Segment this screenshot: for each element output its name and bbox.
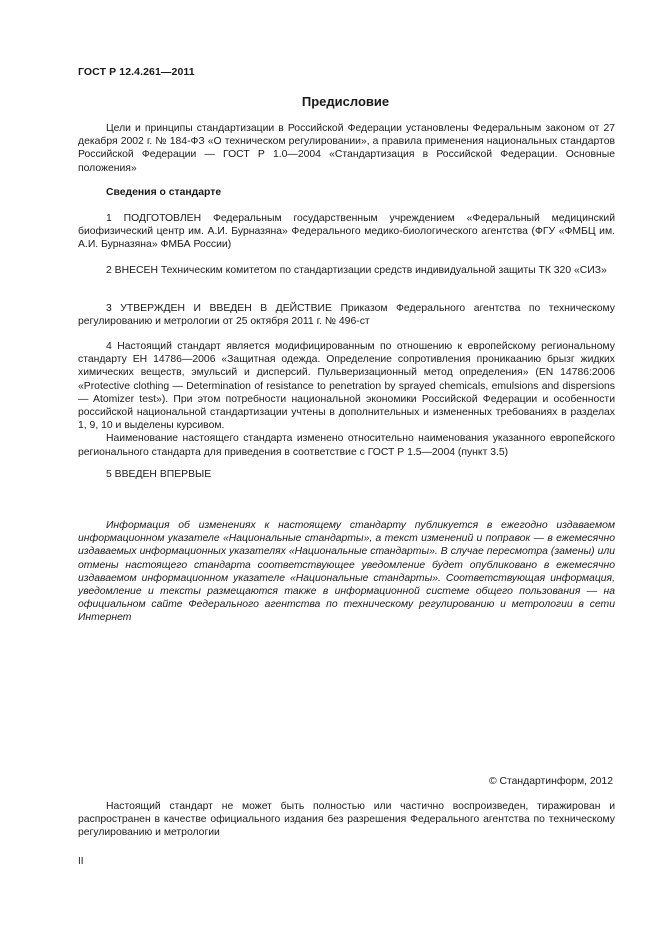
standard-item-1-text: 1 ПОДГОТОВЛЕН Федеральным государственным учреждением «Федеральный медицинский биофизический центр им. А.И. Бурназяна» Федерального медико-биологического агентства (ФГУ «ФМБЦ им. А.И. Бурназяна» ФМБА России) bbox=[78, 213, 615, 251]
changes-notice bbox=[78, 519, 615, 625]
preface-title: Предисловие bbox=[301, 94, 390, 109]
standard-item-5-text: 5 ВВЕДЕН ВПЕРВЫЕ bbox=[106, 469, 212, 480]
reproduction-notice bbox=[78, 800, 615, 840]
standard-item-3 bbox=[78, 302, 615, 328]
document-code: ГОСТ Р 12.4.261—2011 bbox=[78, 66, 195, 78]
standard-item-2-text: 2 ВНЕСЕН Техническим комитетом по стандартизации средств индивидуальной защиты ТК 320 «СИЗ» bbox=[106, 265, 607, 276]
standard-info-heading-text: Сведения о стандарте bbox=[106, 187, 222, 198]
preface-intro bbox=[78, 122, 615, 175]
standard-item-4 bbox=[78, 340, 615, 459]
changes-notice-text: Информация об изменениях к настоящему стандарту публикуется в ежегодно издаваемом информационном указателе «Национальные стандарты», а текст изменений и поправок — в ежемесячно издаваемых информационных указателях «Национальные стандарты». В случае пересмотра (замены) или отмены настоящего стандарта соответствующее уведомление будет опубликовано в ежемесячно издаваемом информационном указателе «Национальные стандарты». Соответствующая информация, уведомление и тексты размещаются также в информационной системе общего пользования — на официальном сайте Федерального агентства по техническому регулированию и метрологии в сети Интернет bbox=[78, 520, 615, 624]
standard-item-4-text: 4 Настоящий стандарт является модифицированным по отношению к европейскому региональному стандарту ЕН 14786—2006 «Защитная одежда. Определение сопротивления проникаанию брызг жидких химических веществ, эмульсий и дисперсий. Пульверизационный метод определения» (EN 14786:2006 «Protective clothing — Determination of resistance to penetration by sprayed chemicals, emulsions and dispersions — Atomizer test»). При этом потребности национальной экономики Российской Федерации и особенности российской национальной стандартизации учтены в дополнительных и измененных требованиях в разделах 1, 9, 10 и выделены курсивом. bbox=[78, 341, 615, 432]
page-number: II bbox=[78, 856, 84, 867]
preface-intro-text: Цели и принципы стандартизации в Российской Федерации установлены Федеральным законом от 27 декабря 2002 г. № 184-ФЗ «О техническом регулировании», а правила применения национальных стандартов Российской Федерации — ГОСТ Р 1.0—2004 «Стандартизация в Российской Федерации. Основные положения» bbox=[78, 123, 615, 174]
standard-item-1 bbox=[78, 212, 615, 252]
reproduction-notice-text: Настоящий стандарт не может быть полностью или частично воспроизведен, тиражирован и распространен в качестве официального издания без разрешения Федерального агентства по техническому регулированию и метрологии bbox=[78, 801, 615, 839]
standard-info-heading bbox=[78, 186, 615, 199]
standard-item-4-name-text: Наименование настоящего стандарта изменено относительно наименования указанного европейского регионального стандарта для приведения в соответствие с ГОСТ Р 1.5—2004 (пункт 3.5) bbox=[78, 433, 615, 458]
standard-item-2 bbox=[78, 264, 615, 277]
page-title bbox=[0, 94, 661, 109]
standard-item-5 bbox=[78, 468, 615, 481]
copyright: © Стандартинформ, 2012 bbox=[488, 776, 613, 787]
standard-item-3-text: 3 УТВЕРЖДЕН И ВВЕДЕН В ДЕЙСТВИЕ Приказом Федерального агентства по техническому регулированию и метрологии от 25 октября 2011 г. № 496-ст bbox=[78, 303, 615, 328]
